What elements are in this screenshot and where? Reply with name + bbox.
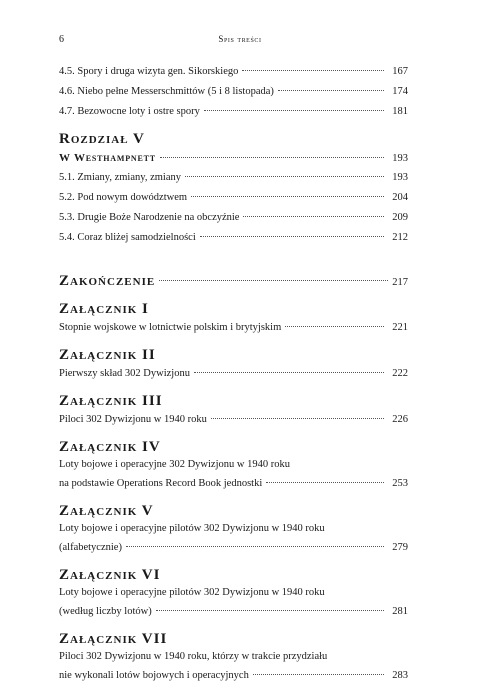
toc-entry-page: 283 xyxy=(392,670,408,681)
annex-line: Piloci 302 Dywizjonu w 1940 roku, którzy w trakcie przydziału xyxy=(59,651,328,662)
toc-entry-page: 279 xyxy=(392,542,408,553)
toc-entry-title: 4.7. Bezowocne loty i ostre spory xyxy=(59,106,200,117)
annex-line: Piloci 302 Dywizjonu w 1940 roku xyxy=(59,414,207,425)
toc-entry-title: 4.6. Niebo pełne Messerschmittów (5 i 8 listopada) xyxy=(59,86,274,97)
annex-entry[interactable] xyxy=(59,364,408,384)
toc-entry-page: 221 xyxy=(392,322,408,333)
dot-leader xyxy=(194,372,384,373)
annex-line: (według liczby lotów) xyxy=(59,606,152,617)
dot-leader xyxy=(266,482,384,483)
toc-entry[interactable] xyxy=(59,102,408,122)
toc-entry-title: 5.4. Coraz bliżej samodzielności xyxy=(59,232,196,243)
dot-leader xyxy=(159,280,388,281)
toc-entry[interactable] xyxy=(59,188,408,208)
chapter-heading: Rozdział V xyxy=(59,131,145,147)
annex-heading: Załącznik III xyxy=(59,393,163,409)
toc-entry-title: 4.5. Spory i druga wizyta gen. Sikorskiego xyxy=(59,66,239,77)
dot-leader xyxy=(285,326,384,327)
toc-entry[interactable] xyxy=(59,228,408,248)
toc-entry-page: 174 xyxy=(392,86,408,97)
annex-line: nie wykonali lotów bojowych i operacyjnych xyxy=(59,670,249,681)
annex-entry[interactable] xyxy=(59,474,408,494)
dot-leader xyxy=(242,70,384,71)
toc-entry[interactable] xyxy=(59,168,408,188)
dot-leader xyxy=(156,610,384,611)
annex-line: na podstawie Operations Record Book jednostki xyxy=(59,478,263,489)
toc-entry-page: 226 xyxy=(392,414,408,425)
dot-leader xyxy=(160,157,384,158)
toc-entry[interactable] xyxy=(59,82,408,102)
toc-entry[interactable] xyxy=(59,208,408,228)
toc-entry-page: 193 xyxy=(392,172,408,183)
annex-heading: Załącznik II xyxy=(59,347,156,363)
toc-entry-page: 222 xyxy=(392,368,408,379)
dot-leader xyxy=(211,418,384,419)
annex-line: Loty bojowe i operacyjne pilotów 302 Dywizjonu w 1940 roku xyxy=(59,523,325,534)
table-of-contents xyxy=(59,62,408,686)
toc-entry-page: 212 xyxy=(392,232,408,243)
annex-entry[interactable] xyxy=(59,318,408,338)
annex-line: Pierwszy skład 302 Dywizjonu xyxy=(59,368,190,379)
dot-leader xyxy=(253,674,384,675)
toc-entry-page: 281 xyxy=(392,606,408,617)
annex-heading: Załącznik I xyxy=(59,301,149,317)
dot-leader xyxy=(243,216,384,217)
toc-entry-title: 5.2. Pod nowym dowództwem xyxy=(59,192,188,203)
annex-heading: Załącznik IV xyxy=(59,439,161,455)
dot-leader xyxy=(191,196,384,197)
annex-line: (alfabetycznie) xyxy=(59,542,122,553)
annex-entry[interactable] xyxy=(59,410,408,430)
annex-heading: Załącznik VI xyxy=(59,567,161,583)
chapter-subtitle: W Westhampnett xyxy=(59,152,156,164)
annex-entry[interactable] xyxy=(59,666,408,686)
annex-heading: Załącznik VII xyxy=(59,631,168,647)
annex-entry[interactable] xyxy=(59,538,408,558)
dot-leader xyxy=(126,546,384,547)
annex-line: Loty bojowe i operacyjne pilotów 302 Dywizjonu w 1940 roku xyxy=(59,587,325,598)
toc-entry-page: 167 xyxy=(392,66,408,77)
toc-entry-title: 5.3. Drugie Boże Narodzenie na obczyźnie xyxy=(59,212,240,223)
annex-entry[interactable] xyxy=(59,602,408,622)
toc-entry-title: 5.1. Zmiany, zmiany, zmiany xyxy=(59,172,181,183)
dot-leader xyxy=(200,236,384,237)
dot-leader xyxy=(185,176,384,177)
toc-entry-page: 193 xyxy=(392,153,408,164)
dot-leader xyxy=(278,90,384,91)
running-head: Spis treści xyxy=(218,34,262,44)
page-number: 6 xyxy=(59,34,64,45)
annex-line: Loty bojowe i operacyjne 302 Dywizjonu w 1940 roku xyxy=(59,459,290,470)
toc-entry-page: 204 xyxy=(392,192,408,203)
toc-entry-page: 181 xyxy=(392,106,408,117)
annex-heading: Załącznik V xyxy=(59,503,154,519)
conclusion-entry[interactable] xyxy=(59,270,408,292)
dot-leader xyxy=(204,110,384,111)
toc-entry-page: 217 xyxy=(392,277,408,288)
chapter-title-entry[interactable] xyxy=(59,148,408,168)
toc-entry[interactable] xyxy=(59,62,408,82)
toc-entry-page: 209 xyxy=(392,212,408,223)
annex-line: Stopnie wojskowe w lotnictwie polskim i brytyjskim xyxy=(59,322,282,333)
toc-entry-page: 253 xyxy=(392,478,408,489)
conclusion-title: Zakończenie xyxy=(59,273,156,289)
